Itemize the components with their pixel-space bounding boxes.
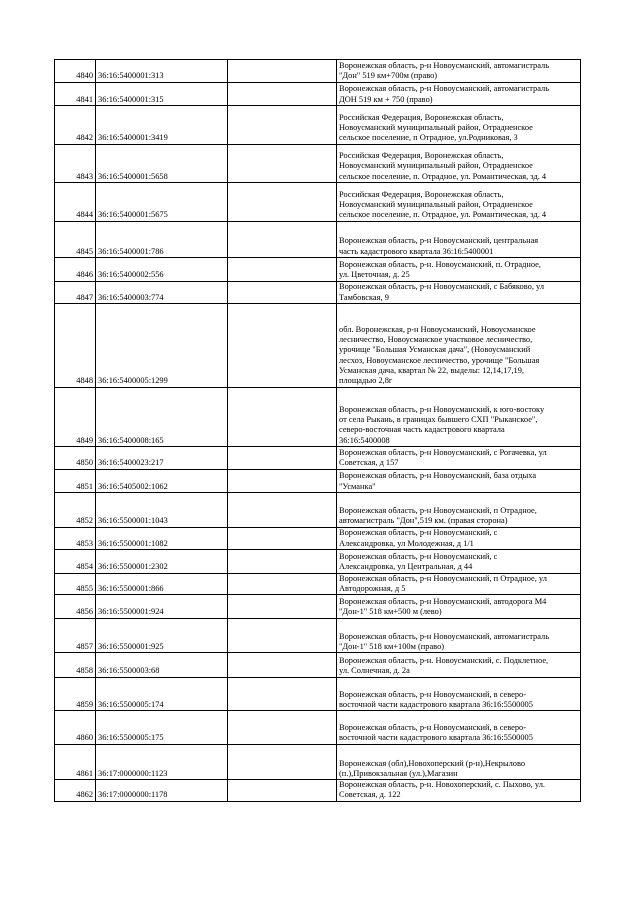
- address-line: Новоусманский муниципальный район, Отрадненское: [339, 122, 533, 132]
- address-line: Воронежская область, р-н Новоусманский, с: [339, 551, 498, 561]
- cadastral-number: 36:17:0000000:1123: [96, 744, 228, 780]
- address-line: урочище "Большая Усманская дача", (Новоусманский: [339, 345, 531, 355]
- cadastral-number: 36:16:5500005:175: [96, 711, 228, 745]
- address-cell: [337, 82, 581, 106]
- address-line: Воронежская область, р-н. Новоусманский, п. Отрадное,: [339, 259, 541, 269]
- row-number: 4855: [55, 573, 96, 595]
- address-line: ул. Цветочная, д. 25: [339, 270, 410, 280]
- empty-cell: [228, 447, 337, 470]
- table-row: [55, 447, 581, 470]
- address-cell: [337, 618, 581, 653]
- empty-cell: [228, 221, 337, 258]
- address-cell: [337, 550, 581, 574]
- address-line: восточной части кадастрового квартала 36:16:5500005: [339, 699, 533, 709]
- row-number: 4844: [55, 183, 96, 222]
- address-line: сельское поселение, п Отрадное, ул.Родниковая, 3: [339, 133, 518, 143]
- table-row: [55, 780, 581, 802]
- empty-cell: [228, 744, 337, 780]
- address-line: от села Рыкань, в границах бывшего СХП "Рыканское",: [339, 415, 538, 425]
- cadastral-number: 36:16:5400001:786: [96, 221, 228, 258]
- address-line: "Дон-1" 518 км+500 м (лево): [339, 607, 442, 617]
- row-number: 4849: [55, 387, 96, 447]
- table-row: [55, 744, 581, 780]
- row-number: 4856: [55, 595, 96, 619]
- address-cell: [337, 744, 581, 780]
- row-number: 4840: [55, 60, 96, 83]
- address-line: Александровка, ул Молодежная, д 1/1: [339, 538, 474, 548]
- table-row: [55, 258, 581, 282]
- cadastral-number: 36:16:5400001:313: [96, 60, 228, 83]
- row-number: 4860: [55, 711, 96, 745]
- empty-cell: [228, 106, 337, 145]
- table-row: [55, 106, 581, 145]
- row-number: 4859: [55, 677, 96, 711]
- address-line: Воронежская (обл),Новохоперский (р-н),Некрылово: [339, 758, 526, 768]
- address-line: обл. Воронежская, р-н Новоусманский, Новоусманское: [339, 324, 536, 334]
- register-body: [55, 60, 581, 802]
- address-cell: [337, 677, 581, 711]
- empty-cell: [228, 493, 337, 528]
- cadastral-number: 36:16:5500005:174: [96, 677, 228, 711]
- cadastral-number: 36:16:5400001:315: [96, 82, 228, 106]
- address-line: Российская Федерация, Воронежская область,: [339, 112, 504, 122]
- row-number: 4847: [55, 281, 96, 304]
- empty-cell: [228, 677, 337, 711]
- address-line: Воронежская область, р-н Новоусманский, с Бабяково, ул: [339, 282, 545, 292]
- table-row: [55, 60, 581, 83]
- row-number: 4850: [55, 447, 96, 470]
- table-row: [55, 595, 581, 619]
- address-cell: [337, 780, 581, 802]
- address-line: Новоусманский муниципальный район, Отрадненское: [339, 199, 533, 209]
- empty-cell: [228, 281, 337, 304]
- table-row: [55, 677, 581, 711]
- empty-cell: [228, 144, 337, 183]
- table-row: [55, 221, 581, 258]
- cadastral-number: 36:16:5500001:925: [96, 618, 228, 653]
- address-line: Воронежская область, р-н Новоусманский, автомагистраль: [339, 631, 550, 641]
- table-row: [55, 550, 581, 574]
- address-line: Воронежская область, р-н Новоусманский, центральная: [339, 236, 539, 246]
- address-cell: [337, 106, 581, 145]
- empty-cell: [228, 711, 337, 745]
- address-line: Воронежская область, р-н Новоусманский, база отдыха: [339, 471, 537, 481]
- empty-cell: [228, 60, 337, 83]
- table-row: [55, 281, 581, 304]
- address-line: Воронежская область, р-н Новоусманский, автомагистраль: [339, 84, 550, 94]
- cadastral-number: 36:16:5500001:1043: [96, 493, 228, 528]
- row-number: 4841: [55, 82, 96, 106]
- row-number: 4857: [55, 618, 96, 653]
- address-line: Воронежская область, р-н Новоусманский, с: [339, 528, 498, 538]
- address-cell: [337, 144, 581, 183]
- cadastral-number: 36:16:5500001:2302: [96, 550, 228, 574]
- address-line: Новоусманский муниципальный район, Отрадненское: [339, 161, 533, 171]
- cadastral-number: 36:16:5400001:5658: [96, 144, 228, 183]
- address-cell: [337, 527, 581, 550]
- empty-cell: [228, 573, 337, 595]
- address-line: Воронежская область, р-н. Новохоперский, с. Пыхово, ул.: [339, 780, 545, 790]
- row-number: 4861: [55, 744, 96, 780]
- row-number: 4854: [55, 550, 96, 574]
- empty-cell: [228, 82, 337, 106]
- address-cell: [337, 221, 581, 258]
- address-cell: [337, 387, 581, 447]
- cadastral-number: 36:16:5400002:556: [96, 258, 228, 282]
- address-line: Усманская дача, квартал № 22, выделы: 12,14,17,19,: [339, 365, 525, 375]
- address-line: "Дон" 519 км+700м (право): [339, 71, 438, 81]
- cadastral-number: 36:16:5500001:1082: [96, 527, 228, 550]
- cadastral-number: 36:16:5500003:68: [96, 653, 228, 678]
- cadastral-number: 36:16:5400008:165: [96, 387, 228, 447]
- address-line: площадью 2,8г: [339, 376, 393, 386]
- row-number: 4842: [55, 106, 96, 145]
- address-cell: [337, 258, 581, 282]
- address-line: часть кадастрового квартала 36:16:5400001: [339, 246, 494, 256]
- table-row: [55, 387, 581, 447]
- cadastral-number: 36:16:5400001:3419: [96, 106, 228, 145]
- address-line: Воронежская область, р-н. Новоусманский, с. Подклетное,: [339, 656, 549, 665]
- row-number: 4843: [55, 144, 96, 183]
- address-line: Воронежская область, р-н Новоусманский, п Отрадное,: [339, 505, 537, 515]
- address-line: Воронежская область, р-н Новоусманский, к юго-востоку: [339, 404, 545, 414]
- table-row: [55, 618, 581, 653]
- table-row: [55, 82, 581, 106]
- empty-cell: [228, 618, 337, 653]
- address-cell: [337, 653, 581, 678]
- address-line: Воронежская область, р-н Новоусманский, с Рогачевка, ул: [339, 447, 547, 457]
- address-line: Российская Федерация, Воронежская область,: [339, 189, 504, 199]
- table-row: [55, 711, 581, 745]
- cadastral-number: 36:16:5500001:924: [96, 595, 228, 619]
- empty-cell: [228, 527, 337, 550]
- table-row: [55, 573, 581, 595]
- cadastral-number: 36:16:5400003:774: [96, 281, 228, 304]
- address-line: лесхоз, Новоусманское лесничество, урочище "Большая: [339, 355, 540, 365]
- address-line: ДОН 519 км + 750 (право): [339, 94, 433, 104]
- table-row: [55, 183, 581, 222]
- address-line: 36:16:5400008: [339, 435, 390, 445]
- address-line: ул. Солнечная, д. 2а: [339, 666, 410, 676]
- empty-cell: [228, 595, 337, 619]
- address-line: лесничество, Новоусманское участковое лесничество,: [339, 335, 533, 345]
- address-cell: [337, 183, 581, 222]
- empty-cell: [228, 183, 337, 222]
- address-line: северо-восточная часть кадастрового квартала: [339, 425, 505, 435]
- cadastral-number: 36:17:0000000:1178: [96, 780, 228, 802]
- address-line: "Дон-1" 518 км+100м (право): [339, 641, 445, 651]
- empty-cell: [228, 387, 337, 447]
- row-number: 4853: [55, 527, 96, 550]
- address-cell: [337, 493, 581, 528]
- table-row: [55, 653, 581, 678]
- address-line: автомагистраль "Дон",519 км. (правая сторона): [339, 516, 508, 526]
- address-line: (п.),Привокзальная (ул.),Магазин: [339, 768, 458, 778]
- address-line: Воронежская область, р-н Новоусманский, автодорога М4: [339, 597, 547, 606]
- address-line: Воронежская область, р-н Новоусманский, в северо-: [339, 723, 527, 732]
- address-line: Воронежская область, р-н Новоусманский, автомагистраль: [339, 60, 550, 70]
- address-line: Советская, д. 122: [339, 790, 401, 800]
- address-line: Тамбовская, 9: [339, 292, 389, 302]
- address-line: сельское поселение, п. Отрадное, ул. Романтическая, зд. 4: [339, 171, 547, 181]
- address-line: Автодорожная, д 5: [339, 583, 406, 593]
- table-row: [55, 304, 581, 388]
- table-row: [55, 527, 581, 550]
- address-cell: [337, 447, 581, 470]
- address-cell: [337, 595, 581, 619]
- row-number: 4846: [55, 258, 96, 282]
- row-number: 4862: [55, 780, 96, 802]
- empty-cell: [228, 258, 337, 282]
- cadastral-number: 36:16:5405002:1062: [96, 469, 228, 493]
- cadastral-number: 36:16:5400023:217: [96, 447, 228, 470]
- address-cell: [337, 711, 581, 745]
- table-row: [55, 144, 581, 183]
- address-line: восточной части кадастрового квартала 36:16:5500005: [339, 733, 533, 743]
- empty-cell: [228, 780, 337, 802]
- address-cell: [337, 304, 581, 388]
- empty-cell: [228, 653, 337, 678]
- address-cell: [337, 469, 581, 493]
- address-line: Российская Федерация, Воронежская область,: [339, 151, 504, 161]
- row-number: 4848: [55, 304, 96, 388]
- register-table: [54, 59, 581, 802]
- empty-cell: [228, 304, 337, 388]
- cadastral-number: 36:16:5500001:866: [96, 573, 228, 595]
- empty-cell: [228, 469, 337, 493]
- row-number: 4851: [55, 469, 96, 493]
- address-cell: [337, 281, 581, 304]
- table-row: [55, 493, 581, 528]
- address-cell: [337, 573, 581, 595]
- address-line: Воронежская область, р-н Новоусманский, в северо-: [339, 689, 527, 699]
- address-line: "Усманка": [339, 481, 376, 491]
- empty-cell: [228, 550, 337, 574]
- address-line: Воронежская область, р-н Новоусманский, п Отрадное, ул: [339, 573, 547, 583]
- row-number: 4852: [55, 493, 96, 528]
- address-cell: [337, 60, 581, 83]
- address-line: Александровка, ул Центральная, д 44: [339, 562, 473, 572]
- cadastral-number: 36:16:5400005:1299: [96, 304, 228, 388]
- address-line: Советская, д 157: [339, 458, 399, 468]
- address-line: сельское поселение, п. Отрадное, ул. Романтическая, зд. 4: [339, 210, 547, 220]
- row-number: 4845: [55, 221, 96, 258]
- table-row: [55, 469, 581, 493]
- cadastral-number: 36:16:5400001:5675: [96, 183, 228, 222]
- row-number: 4858: [55, 653, 96, 678]
